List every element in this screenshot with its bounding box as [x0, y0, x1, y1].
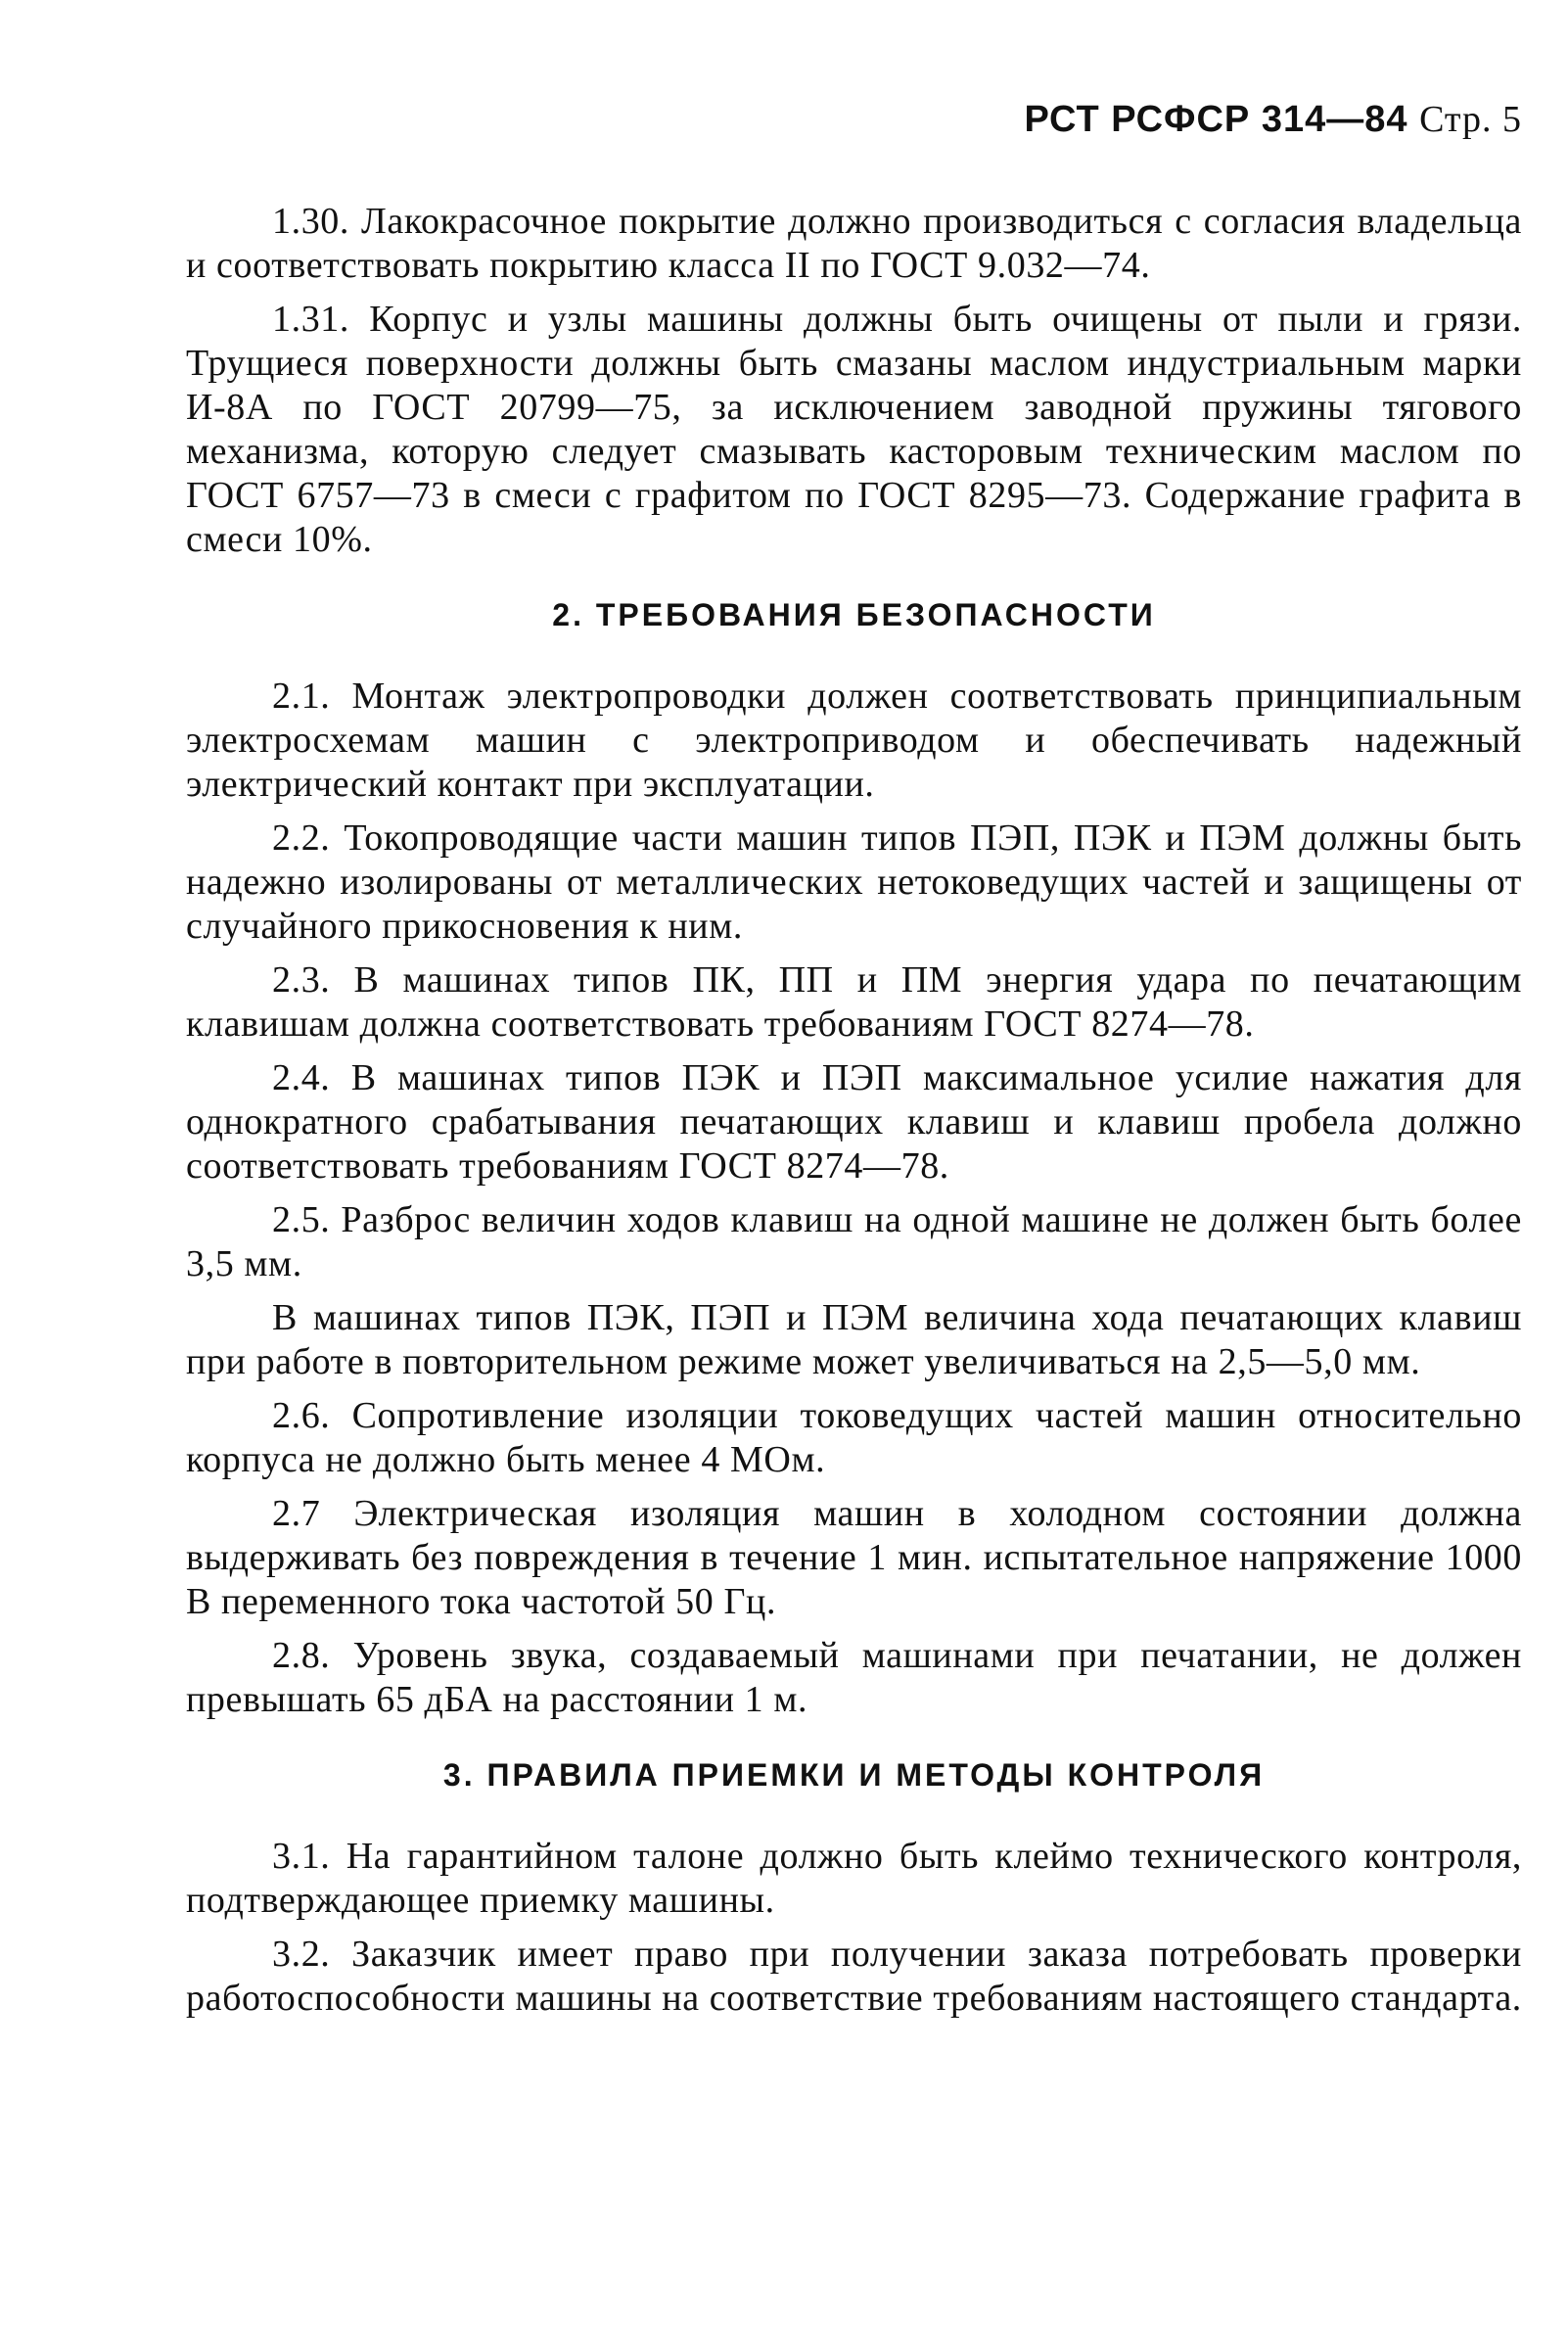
clause-2-8: 2.8. Уровень звука, создаваемый машинами при печатании, не должен превышать 65 дБА на расстоянии 1 м. [186, 1635, 1522, 1720]
clause-2-3: 2.3. В машинах типов ПК, ПП и ПМ энергия удара по печатающим клавишам должна соответствовать требованиям ГОСТ 8274—78. [186, 959, 1522, 1045]
clause-1-30: 1.30. Лакокрасочное покрытие должно производиться с согласия владельца и соответствовать покрытию класса II по ГОСТ 9.032—74. [186, 201, 1522, 286]
clause-2-5: 2.5. Разброс величин ходов клавиш на одной машине не должен быть более 3,5 мм. [186, 1199, 1522, 1284]
clause-2-6: 2.6. Сопротивление изоляции токоведущих частей машин относительно корпуса не должно быть менее 4 МОм. [186, 1395, 1522, 1480]
clause-1-31: 1.31. Корпус и узлы машины должны быть очищены от пыли и грязи. Трущиеся поверхности должны быть смазаны маслом индустриальным марки И-8А по ГОСТ 20799—75, за исключением заводной пружины тягового механизма, которую следует смазывать касторовым техническим маслом по ГОСТ 6757—73 в смеси с графитом по ГОСТ 8295—73. Содержание графита в смеси 10%. [186, 299, 1522, 560]
clause-3-1: 3.1. На гарантийном талоне должно быть клеймо технического контроля, подтверждающее приемку машины. [186, 1836, 1522, 1921]
section-heading-acceptance: 3. ПРАВИЛА ПРИЕМКИ И МЕТОДЫ КОНТРОЛЯ [442, 1757, 1266, 1793]
section-heading-safety: 2. ТРЕБОВАНИЯ БЕЗОПАСНОСТИ [552, 597, 1156, 632]
clause-3-2: 3.2. Заказчик имеет право при получении заказа потребовать проверки работоспособности машины на соответствие требованиям настоящего стандарта. [186, 1934, 1522, 2019]
clause-2-1: 2.1. Монтаж электропроводки должен соответствовать принципиальным электросхемам машин с электроприводом и обеспечивать надежный электрический контакт при эксплуатации. [186, 676, 1522, 805]
standard-code: РСТ РСФСР 314—84 [1024, 99, 1408, 140]
clause-2-7: 2.7 Электрическая изоляция машин в холодном состоянии должна выдерживать без повреждения в течение 1 мин. испытательное напряжение 1000 В переменного тока частотой 50 Гц. [186, 1493, 1522, 1622]
page-header [186, 98, 1522, 141]
page-number: Стр. 5 [1419, 99, 1522, 140]
clause-2-2: 2.2. Токопроводящие части машин типов ПЭП, ПЭК и ПЭМ должны быть надежно изолированы от металлических нетоковедущих частей и защищены от случайного прикосновения к ним. [186, 817, 1522, 947]
clause-2-5-continuation: В машинах типов ПЭК, ПЭП и ПЭМ величина хода печатающих клавиш при работе в повторительном режиме может увеличиваться на 2,5—5,0 мм. [186, 1297, 1522, 1382]
document-page [186, 98, 1522, 2030]
clause-2-4: 2.4. В машинах типов ПЭК и ПЭП максимальное усилие нажатия для однократного срабатывания печатающих клавиш и клавиш пробела должно соответствовать требованиям ГОСТ 8274—78. [186, 1057, 1522, 1187]
